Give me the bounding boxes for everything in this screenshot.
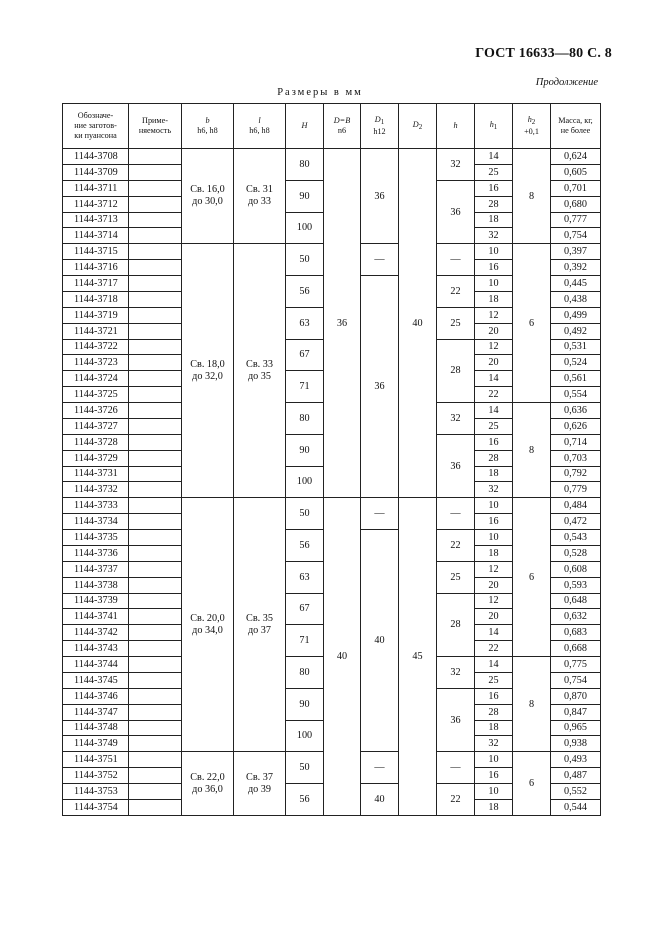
H-cell: 100 xyxy=(286,212,324,244)
l-range-cell xyxy=(234,752,286,816)
mass-cell: 0,965 xyxy=(551,720,601,736)
applicability-cell xyxy=(129,418,182,434)
h1-cell: 10 xyxy=(475,752,513,768)
mass-cell: 0,870 xyxy=(551,688,601,704)
designation-cell: 1144-3724 xyxy=(63,371,129,387)
mass-cell: 0,492 xyxy=(551,323,601,339)
designation-cell: 1144-3723 xyxy=(63,355,129,371)
h2-cell: 8 xyxy=(513,149,551,244)
applicability-cell xyxy=(129,657,182,673)
H-cell: 80 xyxy=(286,149,324,181)
D1-cell: 40 xyxy=(361,530,399,752)
h1-cell: 20 xyxy=(475,609,513,625)
applicability-cell xyxy=(129,482,182,498)
h1-cell: 25 xyxy=(475,672,513,688)
H-cell: 56 xyxy=(286,530,324,562)
header-h: h xyxy=(437,104,475,149)
designation-cell: 1144-3731 xyxy=(63,466,129,482)
designation-cell: 1144-3708 xyxy=(63,149,129,165)
mass-cell: 0,438 xyxy=(551,291,601,307)
h-cell: — xyxy=(437,752,475,784)
h1-cell: 32 xyxy=(475,482,513,498)
mass-cell: 0,561 xyxy=(551,371,601,387)
designation-cell: 1144-3751 xyxy=(63,752,129,768)
h1-cell: 12 xyxy=(475,307,513,323)
H-cell: 90 xyxy=(286,180,324,212)
b-range-cell-line: до 32,0 xyxy=(192,370,223,382)
designation-cell: 1144-3709 xyxy=(63,164,129,180)
applicability-cell xyxy=(129,799,182,815)
l-range-cell xyxy=(234,149,286,244)
applicability-cell xyxy=(129,434,182,450)
designation-cell: 1144-3711 xyxy=(63,180,129,196)
h-cell: 28 xyxy=(437,339,475,403)
designation-cell: 1144-3736 xyxy=(63,545,129,561)
mass-cell: 0,531 xyxy=(551,339,601,355)
applicability-cell xyxy=(129,164,182,180)
mass-cell: 0,703 xyxy=(551,450,601,466)
l-range-cell xyxy=(234,244,286,498)
b-range-cell-line: Св. 18,0 xyxy=(190,358,225,370)
h1-cell: 20 xyxy=(475,355,513,371)
mass-cell: 0,648 xyxy=(551,593,601,609)
H-cell: 90 xyxy=(286,688,324,720)
designation-cell: 1144-3754 xyxy=(63,799,129,815)
designation-cell: 1144-3727 xyxy=(63,418,129,434)
designation-cell: 1144-3733 xyxy=(63,498,129,514)
D-B-cell: 36 xyxy=(324,149,361,498)
H-cell: 80 xyxy=(286,403,324,435)
header-H: H xyxy=(286,104,324,149)
applicability-cell xyxy=(129,704,182,720)
mass-cell: 0,493 xyxy=(551,752,601,768)
applicability-cell xyxy=(129,371,182,387)
applicability-cell xyxy=(129,768,182,784)
mass-cell: 0,938 xyxy=(551,736,601,752)
table-row xyxy=(63,498,601,514)
applicability-cell xyxy=(129,260,182,276)
applicability-cell xyxy=(129,212,182,228)
mass-cell: 0,680 xyxy=(551,196,601,212)
designation-cell: 1144-3742 xyxy=(63,625,129,641)
applicability-cell xyxy=(129,355,182,371)
h1-cell: 16 xyxy=(475,688,513,704)
h-cell: 22 xyxy=(437,784,475,816)
h1-cell: 20 xyxy=(475,323,513,339)
l-range-cell-line: Св. 35 xyxy=(246,612,273,624)
designation-cell: 1144-3722 xyxy=(63,339,129,355)
mass-cell: 0,668 xyxy=(551,641,601,657)
b-range-cell-line: до 36,0 xyxy=(192,783,223,795)
h-cell: 36 xyxy=(437,180,475,244)
h1-cell: 14 xyxy=(475,403,513,419)
mass-cell: 0,626 xyxy=(551,418,601,434)
l-range-cell-line: до 35 xyxy=(247,370,271,382)
h1-cell: 10 xyxy=(475,498,513,514)
header-l: l h6, h8 xyxy=(234,104,286,149)
designation-cell: 1144-3741 xyxy=(63,609,129,625)
h-cell: 32 xyxy=(437,149,475,181)
h1-cell: 16 xyxy=(475,434,513,450)
header-D2: $D_2$ xyxy=(399,104,437,149)
h-cell: 36 xyxy=(437,688,475,752)
applicability-cell xyxy=(129,498,182,514)
H-cell: 63 xyxy=(286,561,324,593)
designation-cell: 1144-3752 xyxy=(63,768,129,784)
mass-cell: 0,445 xyxy=(551,276,601,292)
h1-cell: 28 xyxy=(475,196,513,212)
designation-cell: 1144-3749 xyxy=(63,736,129,752)
header-b: b h6, h8 xyxy=(182,104,234,149)
D1-cell: — xyxy=(361,752,399,784)
D1-cell: 40 xyxy=(361,784,399,816)
mass-cell: 0,632 xyxy=(551,609,601,625)
designation-cell: 1144-3732 xyxy=(63,482,129,498)
designation-cell: 1144-3734 xyxy=(63,514,129,530)
applicability-cell xyxy=(129,641,182,657)
H-cell: 67 xyxy=(286,339,324,371)
D-B-cell: 40 xyxy=(324,498,361,816)
mass-cell: 0,636 xyxy=(551,403,601,419)
applicability-cell xyxy=(129,403,182,419)
mass-cell: 0,779 xyxy=(551,482,601,498)
h1-cell: 10 xyxy=(475,530,513,546)
h1-cell: 16 xyxy=(475,514,513,530)
h1-cell: 32 xyxy=(475,736,513,752)
mass-cell: 0,608 xyxy=(551,561,601,577)
l-range-cell-line: Св. 37 xyxy=(246,771,273,783)
header-h1: $h_1$ xyxy=(475,104,513,149)
h-cell: 28 xyxy=(437,593,475,657)
h2-cell: 8 xyxy=(513,657,551,752)
h1-cell: 25 xyxy=(475,418,513,434)
H-cell: 50 xyxy=(286,498,324,530)
mass-cell: 0,605 xyxy=(551,164,601,180)
H-cell: 63 xyxy=(286,307,324,339)
applicability-cell xyxy=(129,672,182,688)
h1-cell: 14 xyxy=(475,149,513,165)
mass-cell: 0,552 xyxy=(551,784,601,800)
h1-cell: 14 xyxy=(475,625,513,641)
mass-cell: 0,792 xyxy=(551,466,601,482)
applicability-cell xyxy=(129,545,182,561)
D2-cell: 45 xyxy=(399,498,437,816)
h1-cell: 18 xyxy=(475,466,513,482)
applicability-cell xyxy=(129,736,182,752)
mass-cell: 0,543 xyxy=(551,530,601,546)
h1-cell: 10 xyxy=(475,784,513,800)
mass-cell: 0,683 xyxy=(551,625,601,641)
mass-cell: 0,701 xyxy=(551,180,601,196)
mass-cell: 0,487 xyxy=(551,768,601,784)
mass-cell: 0,714 xyxy=(551,434,601,450)
h1-cell: 18 xyxy=(475,720,513,736)
applicability-cell xyxy=(129,276,182,292)
h1-cell: 14 xyxy=(475,657,513,673)
mass-cell: 0,554 xyxy=(551,387,601,403)
designation-cell: 1144-3748 xyxy=(63,720,129,736)
l-range-cell-line: до 39 xyxy=(247,783,271,795)
applicability-cell xyxy=(129,688,182,704)
applicability-cell xyxy=(129,387,182,403)
h-cell: 22 xyxy=(437,276,475,308)
h-cell: 22 xyxy=(437,530,475,562)
header-D-B: D=B n6 xyxy=(324,104,361,149)
h1-cell: 16 xyxy=(475,768,513,784)
b-range-cell xyxy=(182,752,234,816)
h-cell: 25 xyxy=(437,561,475,593)
mass-cell: 0,754 xyxy=(551,672,601,688)
applicability-cell xyxy=(129,339,182,355)
header-D1: $D_1$ h12 xyxy=(361,104,399,149)
H-cell: 80 xyxy=(286,657,324,689)
dimensions-table xyxy=(62,103,601,816)
applicability-cell xyxy=(129,720,182,736)
designation-cell: 1144-3747 xyxy=(63,704,129,720)
designation-cell: 1144-3739 xyxy=(63,593,129,609)
h-cell: — xyxy=(437,244,475,276)
applicability-cell xyxy=(129,307,182,323)
b-range-cell xyxy=(182,498,234,752)
b-range-cell-line: до 34,0 xyxy=(192,624,223,636)
D1-cell: 36 xyxy=(361,276,399,498)
h1-cell: 22 xyxy=(475,641,513,657)
table-header-row xyxy=(63,104,601,149)
mass-cell: 0,499 xyxy=(551,307,601,323)
mass-cell: 0,528 xyxy=(551,545,601,561)
continuation-label: Продолжение xyxy=(535,77,598,88)
h1-cell: 18 xyxy=(475,291,513,307)
h1-cell: 10 xyxy=(475,244,513,260)
b-range-cell-line: Св. 16,0 xyxy=(190,184,225,196)
header-h2: $h_2$ +0,1 xyxy=(513,104,551,149)
H-cell: 50 xyxy=(286,244,324,276)
H-cell: 100 xyxy=(286,720,324,752)
H-cell: 56 xyxy=(286,784,324,816)
designation-cell: 1144-3717 xyxy=(63,276,129,292)
h1-cell: 18 xyxy=(475,545,513,561)
h1-cell: 14 xyxy=(475,371,513,387)
designation-cell: 1144-3746 xyxy=(63,688,129,704)
applicability-cell xyxy=(129,323,182,339)
H-cell: 71 xyxy=(286,371,324,403)
h1-cell: 12 xyxy=(475,561,513,577)
l-range-cell-line: до 33 xyxy=(247,196,271,208)
applicability-cell xyxy=(129,625,182,641)
h1-cell: 18 xyxy=(475,212,513,228)
mass-cell: 0,777 xyxy=(551,212,601,228)
h1-cell: 22 xyxy=(475,387,513,403)
designation-cell: 1144-3744 xyxy=(63,657,129,673)
h1-cell: 28 xyxy=(475,450,513,466)
mass-cell: 0,544 xyxy=(551,799,601,815)
designation-cell: 1144-3721 xyxy=(63,323,129,339)
h2-cell: 6 xyxy=(513,752,551,816)
applicability-cell xyxy=(129,291,182,307)
l-range-cell xyxy=(234,498,286,752)
designation-cell: 1144-3719 xyxy=(63,307,129,323)
designation-cell: 1144-3714 xyxy=(63,228,129,244)
h1-cell: 16 xyxy=(475,260,513,276)
mass-cell: 0,593 xyxy=(551,577,601,593)
applicability-cell xyxy=(129,450,182,466)
header-applicability: Приме- няемость xyxy=(129,104,182,149)
table-row xyxy=(63,149,601,165)
applicability-cell xyxy=(129,577,182,593)
designation-cell: 1144-3725 xyxy=(63,387,129,403)
applicability-cell xyxy=(129,244,182,260)
h2-cell: 6 xyxy=(513,244,551,403)
mass-cell: 0,754 xyxy=(551,228,601,244)
H-cell: 50 xyxy=(286,752,324,784)
D1-cell: — xyxy=(361,244,399,276)
H-cell: 71 xyxy=(286,625,324,657)
designation-cell: 1144-3729 xyxy=(63,450,129,466)
applicability-cell xyxy=(129,180,182,196)
applicability-cell xyxy=(129,593,182,609)
l-range-cell-line: Св. 33 xyxy=(246,358,273,370)
h-cell: 36 xyxy=(437,434,475,498)
h2-cell: 6 xyxy=(513,498,551,657)
D1-cell: — xyxy=(361,498,399,530)
mass-cell: 0,392 xyxy=(551,260,601,276)
designation-cell: 1144-3715 xyxy=(63,244,129,260)
b-range-cell xyxy=(182,149,234,244)
H-cell: 67 xyxy=(286,593,324,625)
designation-cell: 1144-3745 xyxy=(63,672,129,688)
designation-cell: 1144-3716 xyxy=(63,260,129,276)
H-cell: 90 xyxy=(286,434,324,466)
h2-cell: 8 xyxy=(513,403,551,498)
designation-cell: 1144-3712 xyxy=(63,196,129,212)
document-title: ГОСТ 16633—80 С. 8 xyxy=(475,46,612,61)
designation-cell: 1144-3743 xyxy=(63,641,129,657)
designation-cell: 1144-3728 xyxy=(63,434,129,450)
applicability-cell xyxy=(129,149,182,165)
designation-cell: 1144-3737 xyxy=(63,561,129,577)
h1-cell: 10 xyxy=(475,276,513,292)
applicability-cell xyxy=(129,196,182,212)
dimensions-caption: Размеры в мм xyxy=(277,87,363,98)
h1-cell: 18 xyxy=(475,799,513,815)
h1-cell: 12 xyxy=(475,593,513,609)
mass-cell: 0,524 xyxy=(551,355,601,371)
header-designation: Обозначе- ние заготов- ки пуансона xyxy=(63,104,129,149)
l-range-cell-line: Св. 31 xyxy=(246,184,273,196)
mass-cell: 0,775 xyxy=(551,657,601,673)
h-cell: 25 xyxy=(437,307,475,339)
designation-cell: 1144-3735 xyxy=(63,530,129,546)
h1-cell: 28 xyxy=(475,704,513,720)
mass-cell: 0,397 xyxy=(551,244,601,260)
h1-cell: 32 xyxy=(475,228,513,244)
designation-cell: 1144-3713 xyxy=(63,212,129,228)
applicability-cell xyxy=(129,228,182,244)
designation-cell: 1144-3718 xyxy=(63,291,129,307)
b-range-cell-line: Св. 22,0 xyxy=(190,771,225,783)
b-range-cell-line: до 30,0 xyxy=(192,196,223,208)
H-cell: 56 xyxy=(286,276,324,308)
D2-cell: 40 xyxy=(399,149,437,498)
mass-cell: 0,847 xyxy=(551,704,601,720)
designation-cell: 1144-3726 xyxy=(63,403,129,419)
header-mass: Масса, кг, не более xyxy=(551,104,601,149)
h1-cell: 12 xyxy=(475,339,513,355)
h1-cell: 25 xyxy=(475,164,513,180)
applicability-cell xyxy=(129,752,182,768)
applicability-cell xyxy=(129,466,182,482)
h-cell: 32 xyxy=(437,657,475,689)
h-cell: 32 xyxy=(437,403,475,435)
H-cell: 100 xyxy=(286,466,324,498)
applicability-cell xyxy=(129,530,182,546)
h1-cell: 16 xyxy=(475,180,513,196)
applicability-cell xyxy=(129,561,182,577)
designation-cell: 1144-3753 xyxy=(63,784,129,800)
mass-cell: 0,624 xyxy=(551,149,601,165)
applicability-cell xyxy=(129,609,182,625)
h-cell: — xyxy=(437,498,475,530)
h1-cell: 20 xyxy=(475,577,513,593)
l-range-cell-line: до 37 xyxy=(247,624,271,636)
mass-cell: 0,484 xyxy=(551,498,601,514)
applicability-cell xyxy=(129,784,182,800)
D1-cell: 36 xyxy=(361,149,399,244)
applicability-cell xyxy=(129,514,182,530)
mass-cell: 0,472 xyxy=(551,514,601,530)
b-range-cell-line: Св. 20,0 xyxy=(190,612,225,624)
b-range-cell xyxy=(182,244,234,498)
designation-cell: 1144-3738 xyxy=(63,577,129,593)
